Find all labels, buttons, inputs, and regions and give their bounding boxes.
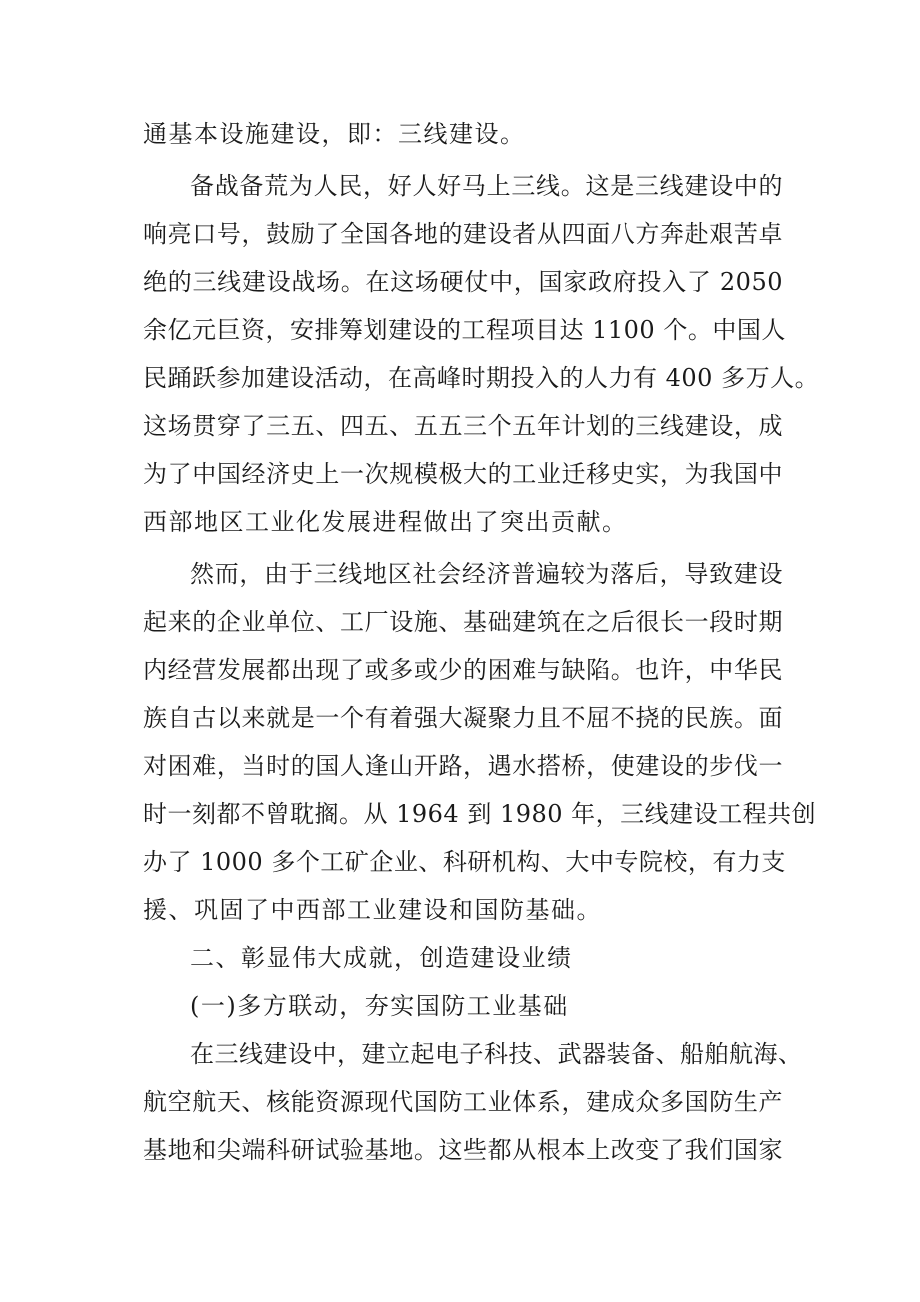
text-line: 通基本设施建设，即：三线建设。: [143, 120, 526, 148]
text-line: 西部地区工业化发展进程做出了突出贡献。: [143, 508, 628, 536]
text-line: 为了中国经济史上一次规模极大的工业迁移史实，为我国中: [143, 460, 783, 488]
text-line: 这场贯穿了三五、四五、五五三个五年计划的三线建设，成: [143, 412, 783, 440]
text-line: 办了 1000 多个工矿企业、科研机构、大中专院校，有力支: [143, 848, 786, 876]
text-line: 航空航天、核能资源现代国防工业体系，建成众多国防生产: [143, 1088, 783, 1116]
text-line: 内经营发展都出现了或多或少的困难与缺陷。也许，中华民: [143, 656, 783, 684]
text-line: 援、巩固了中西部工业建设和国防基础。: [143, 896, 602, 924]
section-heading: 二、彰显伟大成就，创造建设业绩: [190, 944, 573, 972]
text-line: 响亮口号，鼓励了全国各地的建设者从四面八方奔赴艰苦卓: [143, 220, 783, 248]
text-line: 绝的三线建设战场。在这场硬仗中，国家政府投入了 2050: [143, 268, 783, 296]
paragraph-first-line: 备战备荒为人民，好人好马上三线。这是三线建设中的: [190, 172, 783, 200]
text-line: 民踊跃参加建设活动，在高峰时期投入的人力有 400 多万人。: [143, 364, 820, 392]
paragraph-first-line: 在三线建设中，建立起电子科技、武器装备、船舶航海、: [190, 1040, 803, 1068]
subsection-heading: (一)多方联动，夯实国防工业基础: [190, 992, 569, 1020]
text-line: 对困难，当时的国人逢山开路，遇水搭桥，使建设的步伐一: [143, 752, 783, 780]
text-line: 时一刻都不曾耽搁。从 1964 到 1980 年，三线建设工程共创: [143, 800, 817, 828]
text-line: 基地和尖端科研试验基地。这些都从根本上改变了我们国家: [143, 1136, 783, 1164]
text-line: 余亿元巨资，安排筹划建设的工程项目达 1100 个。中国人: [143, 316, 786, 344]
text-line: 起来的企业单位、工厂设施、基础建筑在之后很长一段时期: [143, 608, 783, 636]
text-line: 族自古以来就是一个有着强大凝聚力且不屈不挠的民族。面: [143, 704, 783, 732]
paragraph-first-line: 然而，由于三线地区社会经济普遍较为落后，导致建设: [190, 560, 783, 588]
